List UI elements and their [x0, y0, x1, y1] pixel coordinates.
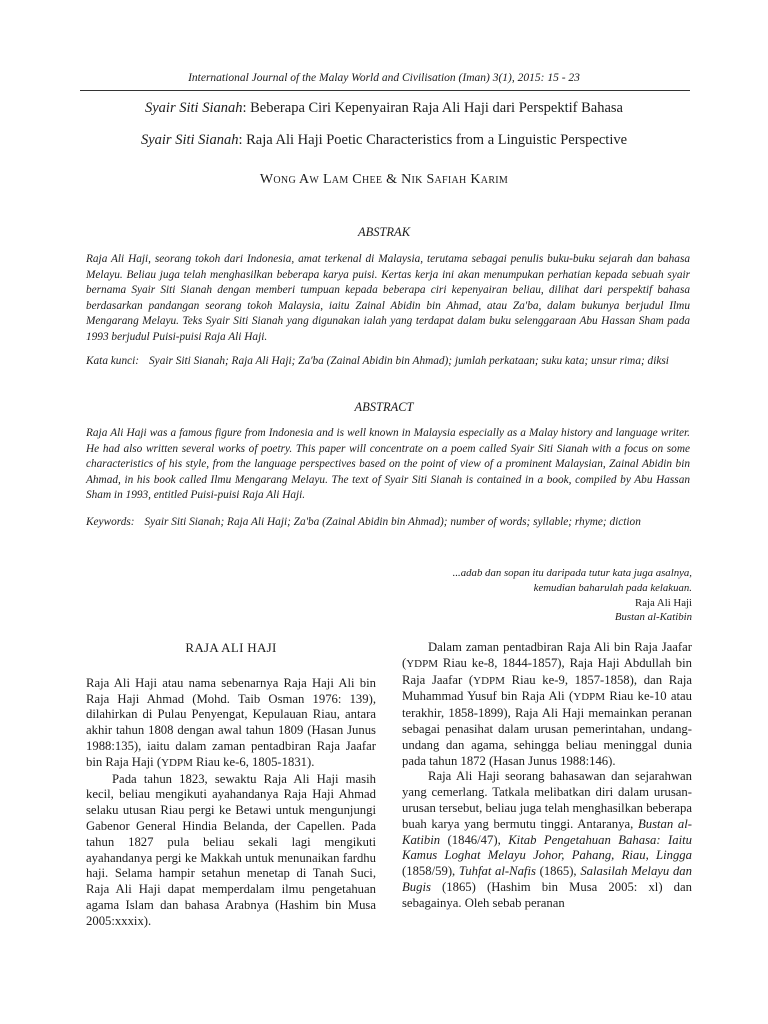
- right-p2-a: Raja Ali Haji seorang bahasawan dan sejarahwan yang cemerlang. Tatkala melibatkan diri dalam urusan-urusan tersebut, beliau juga telah menghasilkan beberapa buah karya yang bermutu tinggi. Antaranya,: [402, 769, 692, 831]
- right-p1-abbrev-2: YDPM: [473, 674, 505, 687]
- epigraph-line-2: kemudian baharulah pada kelakuan.: [533, 581, 692, 594]
- epigraph: [352, 566, 692, 625]
- right-p1-abbrev-3: YDPM: [573, 691, 606, 704]
- title-english: [80, 132, 688, 149]
- title-malay: [80, 100, 688, 117]
- left-paragraph-2: Pada tahun 1823, sewaktu Raja Ali Haji masih kecil, beliau mengikuti ayahandanya Raja Haji Ahmad selaku utusan Riau pergi ke Betawi untuk mengunjungi Gabenor General Hindia Belanda, der Capellen. Pada tahun 1827 pula beliau sekali lagi mengikuti ayahandanya pergi ke Makkah untuk menunaikan fardhu haji. Selama hampir setahun menetap di Tanah Suci, Raja Ali Haji dapat memperdalam ilmu pengetahuan agama Islam dan bahasa Arabnya (Hashim bin Musa 2005:xxxix).: [86, 771, 376, 928]
- left-column: [86, 640, 376, 930]
- abstrak-keywords: [86, 353, 690, 369]
- work-title-4: Salasilah Melayu dan Bugis: [402, 864, 692, 894]
- epigraph-source: Bustan al-Katibin: [614, 611, 692, 624]
- right-p1-b: Riau ke-8, 1844-1857), Raja Haji Abdullah bin Raja Jaafar (: [402, 655, 692, 687]
- abstract-keywords-label: Keywords:: [86, 516, 135, 528]
- title-english-italic: Syair Siti Sianah: [140, 132, 239, 148]
- abstract-body: Raja Ali Haji was a famous figure from Indonesia and is well known in Malaysia especially as a Malay history and language writer. He had also written several works of poetry. This paper will concentrate on a poem called Syair Siti Sianah with a focus on some characteristics of his style, from the language perspectives based on the point of view of a prominent Malaysian, Zainal Abidin bin Ahmad, in his book called Ilmu Mengarang Melayu. The text of Syair Siti Sianah is contained in a book, compiled by Abu Hassan Sham in 1993, entitled Puisi-puisi Raja Ali Haji.: [86, 427, 690, 501]
- abstract-keywords-text: Syair Siti Sianah; Raja Ali Haji; Za'ba (Zainal Abidin bin Ahmad); number of words; syllable; rhyme; diction: [144, 516, 641, 528]
- right-p2-t3: (1865),: [535, 864, 581, 879]
- left-p1-abbrev: YDPM: [161, 756, 193, 769]
- abstract-heading: ABSTRACT: [354, 400, 414, 414]
- title-malay-rest: : Beberapa Ciri Kepenyairan Raja Ali Haji dari Perspektif Bahasa: [242, 100, 623, 116]
- header-rule: [80, 90, 690, 91]
- epigraph-author: Raja Ali Haji: [635, 596, 692, 609]
- left-p1-text-a: Raja Ali Haji atau nama sebenarnya Raja Haji Ali bin Raja Haji Ahmad (Mohd. Taib Osman 1976: 139), dilahirkan di Pulau Penyengat, Kepulauan Riau, antara akhir tahun 1808 dengan awal tahun 1809 (Hasan Junus 1988:135), iaitu dalam zaman pentadbiran Raja Jaafar bin Raja Haji (: [86, 675, 376, 769]
- authors: Wong Aw Lam Chee & Nik Safiah Karim: [259, 172, 509, 187]
- abstrak-keywords-text: Syair Siti Sianah; Raja Ali Haji; Za'ba (Zainal Abidin bin Ahmad); jumlah perkataan; suku kata; unsur rima; diksi: [149, 355, 669, 367]
- abstract-keywords: [86, 514, 690, 530]
- right-p1-d: Riau ke-10 atau terakhir, 1858-1899), Raja Ali Haji memainkan peranan sebagai penasihat dalam urusan pemerintahan, undang-undang dan agama, sehingga beliau meninggal dunia pada tahun 1872 (Hasan Junus 1988:146).: [402, 689, 692, 768]
- right-p2-t2: (1858/59),: [402, 864, 459, 879]
- right-column: [402, 640, 692, 912]
- right-p2-t1: (1846/47),: [440, 832, 509, 847]
- work-title-1: Bustan al-Katibin: [402, 816, 692, 847]
- left-paragraph-1: [86, 676, 376, 772]
- section-heading: RAJA ALI HAJI: [185, 640, 277, 655]
- left-p1-text-b: Riau ke-6, 1805-1831).: [192, 754, 315, 769]
- abstrak-heading: ABSTRAK: [357, 225, 411, 239]
- title-malay-italic: Syair Siti Sianah: [145, 100, 243, 116]
- abstrak-keywords-label: Kata kunci:: [86, 355, 140, 367]
- abstrak-body: Raja Ali Haji, seorang tokoh dari Indonesia, amat terkenal di Malaysia, terutama sebagai penulis buku-buku sejarah dan bahasa Melayu. Beliau juga telah menghasilkan beberapa karya puisi. Kertas kerja ini akan menumpukan perhatian kepada sebuah syair bernama Syair Siti Sianah dengan memberi tumpuan kepada beberapa ciri kepenyairan beliau, dilihat dari perspektif bahasa berdasarkan pandangan seorang tokoh Malaysia, iaitu Zainal Abidin bin Ahmad, atau Za'ba, dalam bukunya berjudul Ilmu Mengarang Melayu. Teks Syair Siti Sianah yang digunakan ialah yang terdapat dalam buku selenggaraan Abu Hassan Sham pada 1993 berjudul Puisi-puisi Raja Ali Haji.: [86, 253, 690, 343]
- title-english-rest: : Raja Ali Haji Poetic Characteristics from a Linguistic Perspective: [238, 132, 628, 148]
- right-paragraph-1: [402, 640, 692, 769]
- journal-header: International Journal of the Malay World and Civilisation (Iman) 3(1), 2015: 15 - 23: [188, 72, 580, 84]
- epigraph-line-1: ...adab dan sopan itu daripada tutur kata juga asalnya,: [452, 567, 692, 579]
- work-title-2: Kitab Pengetahuan Bahasa: Iaitu Kamus Loghat Melayu Johor, Pahang, Riau, Lingga: [402, 832, 692, 863]
- right-p1-abbrev-1: YDPM: [406, 657, 439, 670]
- right-p1-a: Dalam zaman pentadbiran Raja Ali bin Raja Jaafar (: [402, 640, 692, 670]
- work-title-3: Tuhfat al-Nafis: [458, 864, 536, 879]
- right-paragraph-2: [402, 769, 692, 911]
- right-p2-t4: (1865) (Hashim bin Musa 2005: xl) dan sebagainya. Oleh sebab peranan: [402, 879, 692, 910]
- right-p1-c: Riau ke-9, 1857-1858), dan Raja Muhammad Yusuf bin Raja Ali (: [402, 672, 692, 704]
